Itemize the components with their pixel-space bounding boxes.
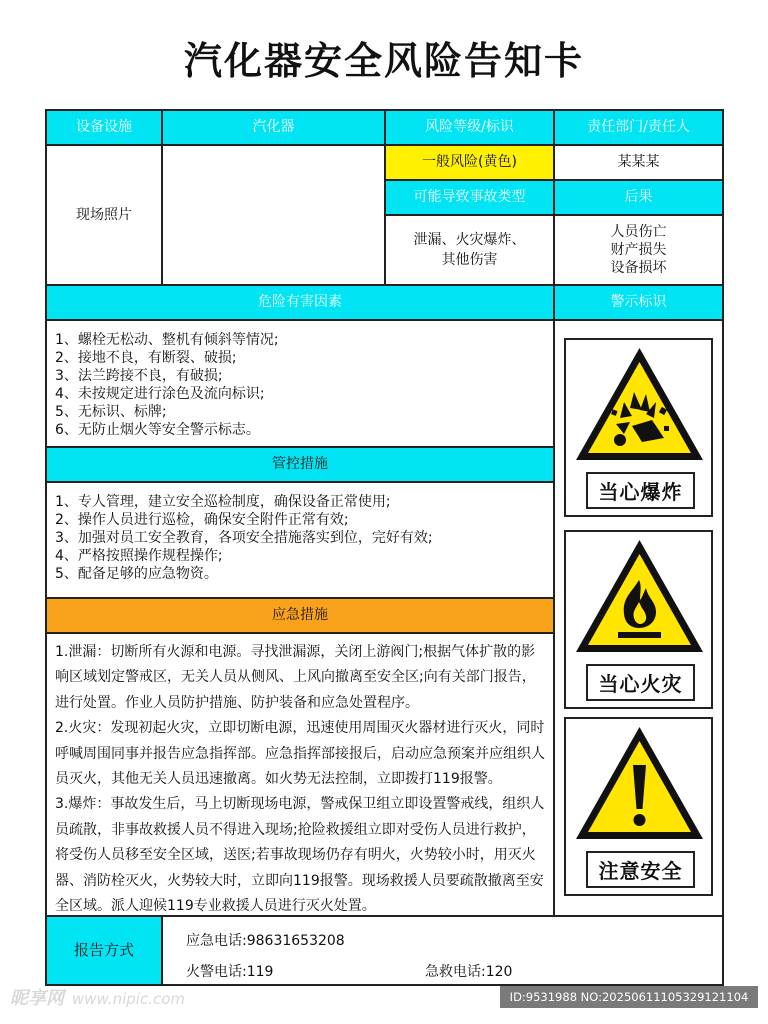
controls-label: 管控措施 <box>45 446 555 483</box>
accident-type-line: 其他伤害 <box>441 252 498 268</box>
watermark-brand <box>10 984 185 1010</box>
hazard-item: 3、法兰跨接不良，有破损; <box>55 368 223 384</box>
watermark-id: ID:9531988 NO:20250611105329121104 <box>500 986 758 1008</box>
hazard-item: 4、未按规定进行涂色及流向标识; <box>55 386 265 402</box>
sign-text-explosion: 当心爆炸 <box>586 472 695 509</box>
watermark-url: www.nipic.com <box>72 990 186 1008</box>
risk-level-value: 一般风险(黄色) <box>384 144 555 181</box>
page-title: 汽化器安全风险告知卡 <box>183 39 584 83</box>
hazard-item: 6、无防止烟火等安全警示标志。 <box>55 422 260 438</box>
control-item: 3、加强对员工安全教育，各项安全措施落实到位，完好有效; <box>55 530 433 546</box>
sign-text-caution: 注意安全 <box>586 851 695 888</box>
photo-area <box>161 144 386 286</box>
warning-sign-fire <box>564 530 713 709</box>
accident-types <box>384 214 555 286</box>
hazard-item: 5、无标识、标牌; <box>55 404 167 420</box>
warning-sign-caution <box>564 717 713 896</box>
hazards-list <box>45 319 555 448</box>
hazard-item: 1、螺栓无松动、整机有倾斜等情况; <box>55 332 279 348</box>
responsible-label: 责任部门/责任人 <box>553 109 724 146</box>
hazard-item: 2、接地不良，有断裂、破损; <box>55 350 237 366</box>
consequence-label: 后果 <box>553 179 724 216</box>
watermark-brand-text: 昵享网 <box>10 988 64 1009</box>
controls-list <box>45 481 555 599</box>
consequence-line: 设备损坏 <box>610 260 667 277</box>
equipment-value: 汽化器 <box>161 109 386 146</box>
fire-phone: 火警电话:119 <box>186 964 274 980</box>
warning-signs-label: 警示标识 <box>553 284 724 321</box>
control-item: 1、专人管理，建立安全巡检制度，确保设备正常使用; <box>55 494 391 510</box>
consequences <box>553 214 724 286</box>
control-item: 5、配备足够的应急物资。 <box>55 566 218 582</box>
emergency-paragraph: 3.爆炸：事故发生后，马上切断现场电源，警戒保卫组立即设置警戒线，组织人员疏散，非事故救援人员不得进入现场;抢险救援组立即对受伤人员进行救护，将受伤人员移至安全区域，送医;若事故现场仍存有明火，火势较小时，用灭火器、消防栓灭火，火势较大时，立即向119报警。现场救援人员要疏散撤离至安全区域。派人迎候119专业救援人员进行灭火处置。 <box>55 796 545 915</box>
emergency-paragraph: 1.泄漏：切断所有火源和电源。寻找泄漏源，关闭上游阀门;根据气体扩散的影响区域划定警戒区，无关人员从侧风、上风向撤离至安全区;向有关部门报告，进行处置。作业人员防护措施、防护装备和应急处置程序。 <box>55 644 536 711</box>
control-item: 2、操作人员进行巡检，确保安全附件正常有效; <box>55 512 349 528</box>
hazards-label: 危险有害因素 <box>45 284 555 321</box>
sign-text-fire: 当心火灾 <box>586 664 695 701</box>
accident-type-label: 可能导致事故类型 <box>384 179 555 216</box>
responsible-value: 某某某 <box>553 144 724 181</box>
accident-type-line: 泄漏、火灾爆炸、 <box>413 231 526 248</box>
report-label: 报告方式 <box>45 915 163 986</box>
explosion-icon <box>572 344 707 464</box>
emergency-phone: 应急电话:98631653208 <box>186 933 345 949</box>
fire-icon <box>572 536 707 656</box>
risk-level-label: 风险等级/标识 <box>384 109 555 146</box>
photo-label: 现场照片 <box>45 144 163 286</box>
exclamation-icon <box>572 723 707 843</box>
ambulance-phone: 急救电话:120 <box>425 964 513 980</box>
consequence-line: 人员伤亡 <box>610 223 667 240</box>
emergency-label: 应急措施 <box>45 597 555 634</box>
emergency-content <box>45 632 555 917</box>
emergency-paragraph: 2.火灾：发现初起火灾，立即切断电源，迅速使用周围灭火器材进行灭火，同时呼喊周围同事并报告应急指挥部。应急指挥部接报后，启动应急预案并应组织人员灭火，其他无关人员迅速撤离。如火势无法控制，立即拨打119报警。 <box>55 720 545 788</box>
warning-sign-explosion <box>564 338 713 517</box>
control-item: 4、严格按照操作规程操作; <box>55 548 223 564</box>
consequence-line: 财产损失 <box>610 241 667 258</box>
equipment-label: 设备设施 <box>45 109 163 146</box>
